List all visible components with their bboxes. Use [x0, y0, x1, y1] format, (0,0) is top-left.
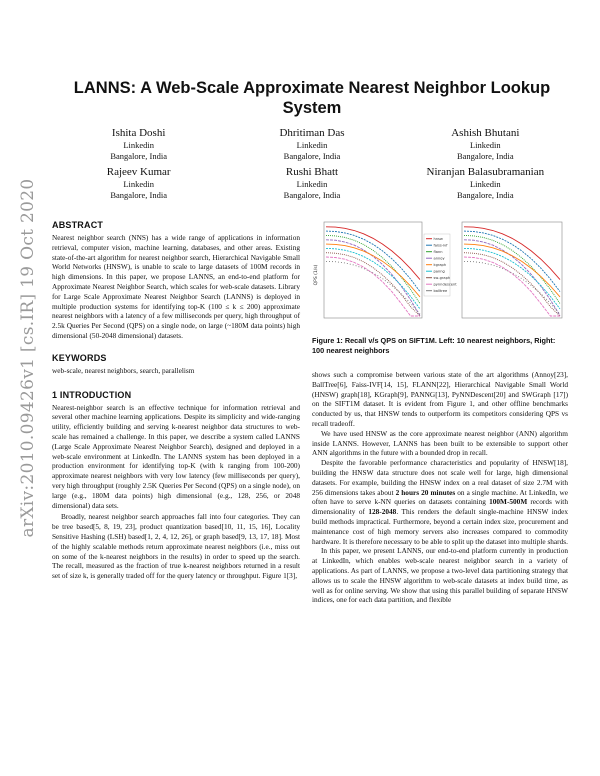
author-location: Bangalore, India [110, 190, 167, 200]
figure-caption: Figure 1: Recall v/s QPS on SIFT1M. Left: 10 nearest neighbors, Right: 100 nearest neighbors [312, 336, 556, 355]
left-column [52, 220, 300, 581]
legend-label: panng [433, 269, 445, 274]
legend-label: balltree [433, 289, 448, 293]
author-location: Bangalore, India [456, 151, 514, 161]
y-axis-label: QPS (1/s) [314, 264, 319, 286]
figure-1 [312, 220, 568, 328]
text-run: on a single machine. At LinkedIn, we often have to serve k-NN queries on datasets containing [312, 487, 568, 507]
legend-label: kgraph [433, 263, 447, 267]
right-column [312, 220, 568, 605]
body-paragraph [312, 458, 568, 546]
author-name: Dhritiman Das [279, 127, 345, 139]
author-org: Linkedin [123, 140, 155, 150]
body-paragraph: We have used HNSW as the core approximate nearest neighbor (ANN) algorithm inside LANNS. However, LANNS has been built to be extensible to support other ANN algorithms in the future with a bounded drop in recall. [312, 428, 568, 458]
text-run: . This renders the default single-machine HNSW index build methods impractical. Furthermore, beyond a certain index size, procurement and maintenance cost of high memory servers also increases compared to commodity hardware. It is therefore necessary to be able to split up the dataset into multiple shards. [312, 507, 568, 546]
author-org: Linkedin [296, 179, 328, 189]
author-location: Bangalore, India [283, 190, 341, 200]
author [52, 127, 225, 162]
abstract-text: Nearest neighbor search (NNS) has a wide range of applications in information retrieval, computer vision, machine learning, databases, and other areas. Existing state-of-the-art algorithm for nearest neighbor search, Hierarchical Navigable Small World Networks (HNSW), is unable to scale to large datasets of 100M records in high dimensions. In this paper, we propose LANNS, an end-to-end platform for Approximate Nearest Neighbor Search, which scales for web-scale datasets. Library for Large Scale Approximate Nearest Neighbor Search (LANNS) is deployed in multiple production systems for identifying top-K (100 ≤ k ≤ 200) approximate nearest neighbors with a latency of a few milliseconds per query, high throughput of 2.5k Queries Per Second (QPS) on a single node, on large (~180M data points) high dimensional (50-2048 dimensional) datasets. [52, 233, 300, 340]
author-org: Linkedin [469, 179, 501, 189]
legend-label: pynndescent [433, 282, 457, 287]
right-plot-frame [462, 222, 562, 318]
author-location: Bangalore, India [110, 151, 167, 161]
text-run: Despite the favorable performance characteristics and popularity of HNSW[18], building the HNSW data structure does not scale well for large, high dimensional datasets. For example, building the HNSW index on a real dataset of size 2.7M with 256 dimensions takes about [312, 458, 568, 497]
emphasis-run: 100M-500M [489, 497, 528, 507]
paper-title: LANNS: A Web-Scale Approximate Nearest Neighbor Lookup System [73, 79, 551, 117]
author-org: Linkedin [469, 140, 501, 150]
author [52, 166, 225, 201]
author-name: Niranjan Balasubramanian [426, 166, 545, 178]
legend-label: flann [433, 250, 443, 254]
legend-label: hnsw [433, 237, 443, 241]
legend-label: sw-graph [433, 276, 451, 280]
intro-paragraph: Nearest-neighbor search is an effective technique for information retrieval and several other machine learning applications. Despite its simplicity and wide-ranging utility, efficiently building and serving k-nearest neighbor data structures to web-scale has remained a challenge. In this paper, we describe a system called LANNS (Large Scale Approximate Nearest Neighbor Search), designed and deployed in a web-scale environment at LinkedIn. The LANNS system has been deployed in a production environment for identifying top-K (with k ranging from 100-200) approximate nearest neighbors with very low latency (few milliseconds per query), very high throughput (roughly 2.5K Queries Per Second (QPS) on a single node), on large (e.g., 180M data points) high dimensional (e.g., 128, 256, or 2048 dimensional) data sets. [52, 402, 300, 510]
emphasis-run: 2 hours 20 minutes [395, 487, 456, 497]
abstract-heading: ABSTRACT [52, 220, 104, 230]
author-name: Ashish Bhutani [451, 127, 520, 139]
author-location: Bangalore, India [456, 190, 514, 200]
arxiv-identifier: arXiv:2010.09426v1 [cs.IR] 19 Oct 2020 [18, 178, 38, 538]
introduction-heading: 1 INTRODUCTION [52, 389, 132, 400]
author [399, 166, 572, 201]
keywords-text: web-scale, nearest neighbors, search, parallelism [52, 365, 195, 375]
emphasis-run: 128-2048 [368, 507, 397, 517]
author-block [52, 127, 572, 201]
recall-qps-figure [312, 220, 568, 328]
author-name: Rushi Bhatt [285, 166, 339, 178]
author-name: Rajeev Kumar [106, 166, 171, 178]
intro-paragraph: Broadly, nearest neighbor search approaches fall into four categories. They can be tree based[5, 8, 19, 23], product quantization based[10, 11, 15, 16], Locality Sensitive Hashing (LSH) based[1, 2, 4, 12, 26], or graph based[9, 13, 17, 18]. Most of the highly scalable methods return approximate nearest neighbors (i.e., miss out on some of the k-nearest neighbors in the results) in order to speed up the search. The recall, measured as the fraction of true k-nearest neighbors returned in a result set of size k, is generally traded off for the query latency or throughput. Figure 1[3], [52, 512, 300, 581]
text-run: records with dimensionality of [312, 497, 568, 517]
author [225, 166, 398, 201]
body-paragraph: shows such a compromise between various state of the art algorithms (Annoy[23], BallTree[6], Faiss-IVF[14, 15], FLANN[22], Hierarchical Navigable Small World (HNSW) graph[18], KGraph[9], PANNG[13], PyNNDescent[20] and SWGraph [17]) on the SIFT1M dataset. It is evident from Figure 1, and other offline benchmarks conducted by us, that HNSW tends to outperform its competitors considering QPS vs recall tradeoff. [312, 370, 568, 428]
legend [424, 234, 457, 296]
keywords-heading: KEYWORDS [52, 352, 107, 363]
author-org: Linkedin [123, 179, 155, 189]
author [225, 127, 398, 162]
author [399, 127, 572, 162]
arxiv-identifier-stamp [8, 140, 38, 580]
author-name: Ishita Doshi [111, 127, 166, 139]
author-location: Bangalore, India [283, 151, 341, 161]
author-org: Linkedin [296, 140, 328, 150]
legend-label: annoy [433, 256, 445, 261]
body-paragraph: In this paper, we present LANNS, our end-to-end platform currently in production at LinkedIn, which enables web-scale nearest neighbor search in a variety of applications. As part of LANNS, we propose a two-level data partitioning strategy that allows us to scale the HNSW algorithm to web-scale datasets at index build time, as well as for online serving. We show that using this parallel building of separate HNSW indices, one for each data partition, and flexible [312, 546, 568, 605]
legend-label: faiss-ivf [433, 243, 448, 248]
